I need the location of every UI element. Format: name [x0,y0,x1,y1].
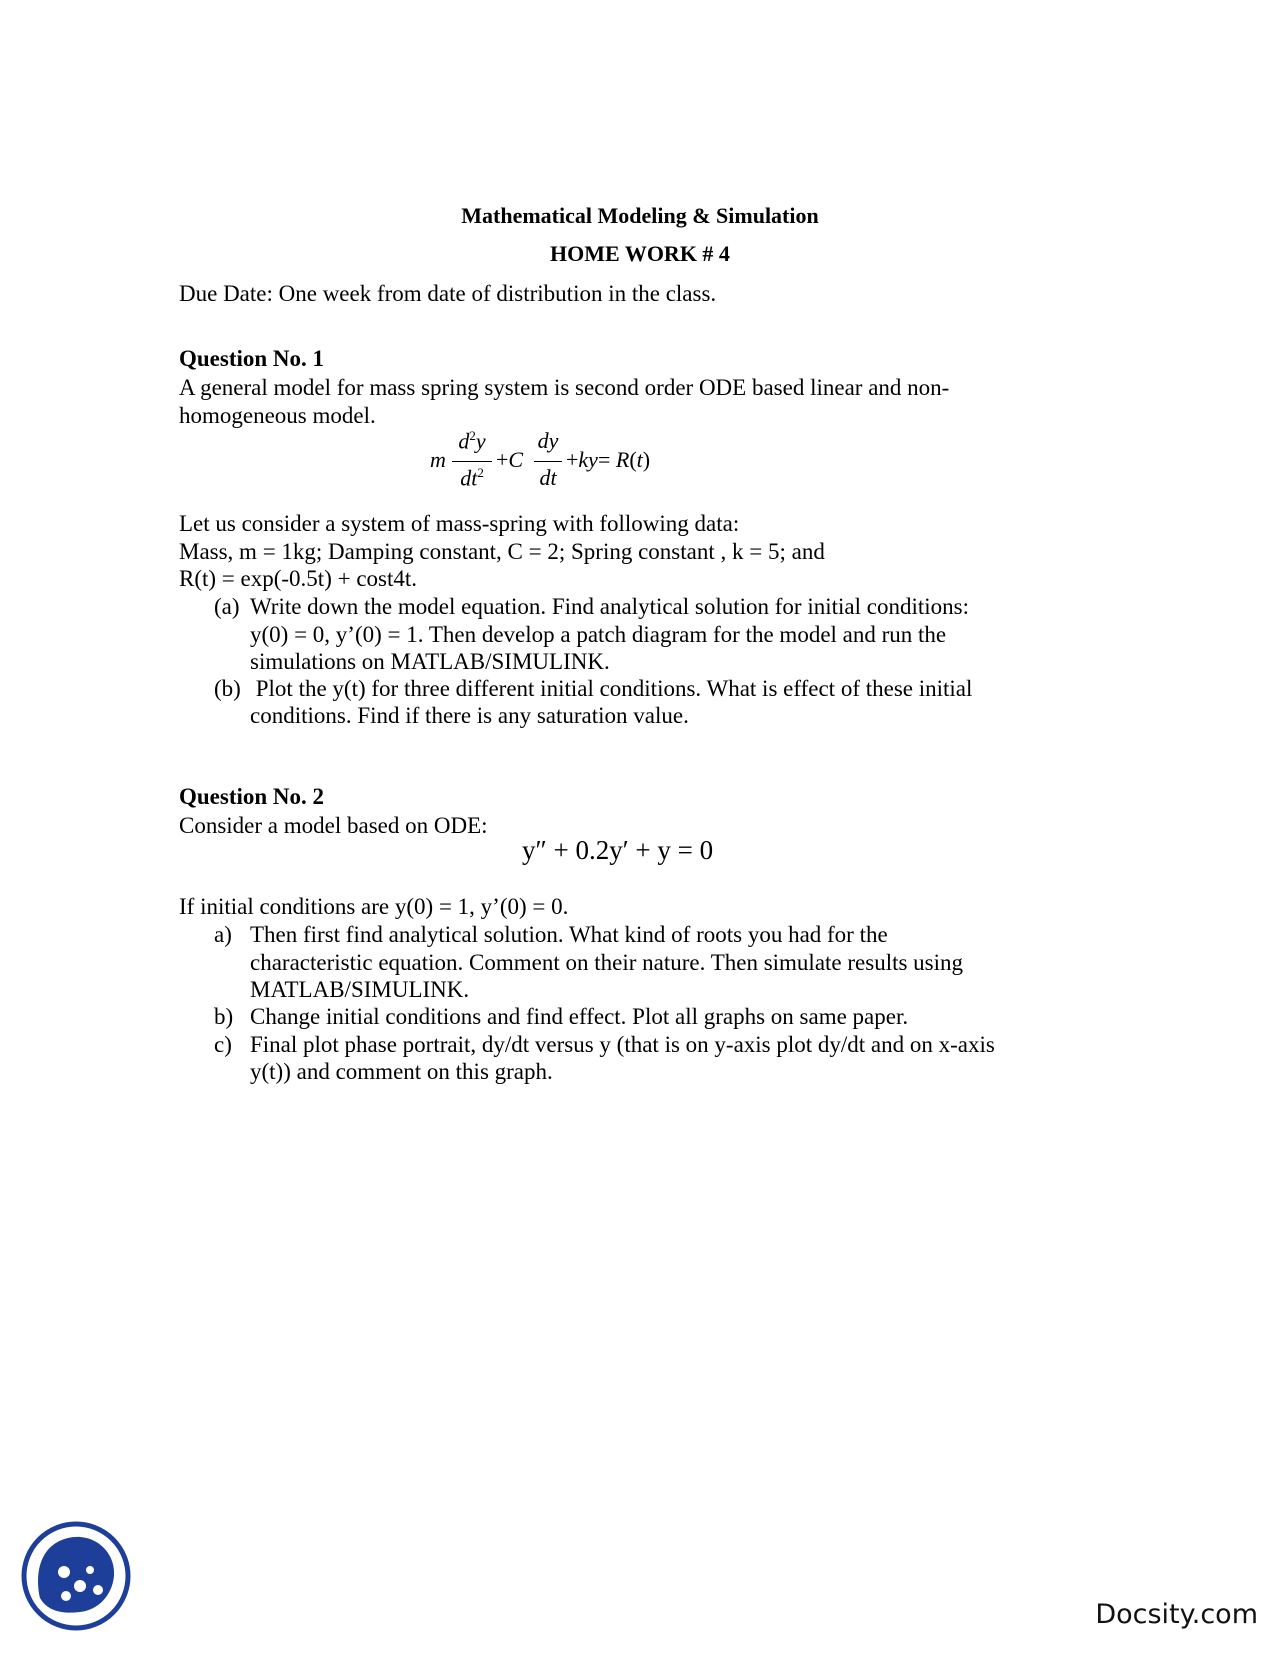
q1-item-a-line-1: Write down the model equation. Find analytical solution for initial conditions: [250,594,969,619]
q1-item-b-line-1: Plot the y(t) for three different initial conditions. What is effect of these initial [250,676,973,701]
homework-title: HOME WORK # 4 [550,241,730,266]
q1-item-a-line-2: y(0) = 0, y’(0) = 1. Then develop a patch diagram for the model and run the [250,622,947,647]
q2-heading: Question No. 2 [179,784,325,809]
q2-intro: Consider a model based on ODE: [179,813,488,838]
q1-heading: Question No. 1 [179,346,325,371]
docsity-logo-icon[interactable] [20,1520,132,1632]
q2-item-b-label: b) [214,1004,234,1029]
q2-item-c-line-2: y(t)) and comment on this graph. [250,1059,553,1084]
q1-item-b-label: (b) [214,676,241,701]
q2-item-a-line-1: Then first find analytical solution. What kind of roots you had for the [250,922,888,947]
q2-item-c-line-1: Final plot phase portrait, dy/dt versus y (that is on y-axis plot dy/dt and on x-axis [250,1032,995,1057]
q1-data-line-3: R(t) = exp(-0.5t) + cost4t. [179,566,418,591]
q2-item-a-line-2: characteristic equation. Comment on their nature. Then simulate results using [250,950,964,975]
q2-equation: y″ + 0.2y′ + y = 0 [522,835,714,865]
q1-intro-line-1: A general model for mass spring system is second order ODE based linear and non- [179,375,950,400]
due-date: Due Date: One week from date of distribution in the class. [179,281,717,306]
q2-item-c-label: c) [214,1032,232,1057]
course-title: Mathematical Modeling & Simulation [461,203,819,228]
q1-item-a-label: (a) [214,594,240,619]
q1-item-a-line-3: simulations on MATLAB/SIMULINK. [250,649,610,674]
q2-item-a-line-3: MATLAB/SIMULINK. [250,977,470,1002]
q2-conditions: If initial conditions are y(0) = 1, y’(0) = 0. [179,894,569,919]
q1-item-b-line-2: conditions. Find if there is any saturation value. [250,703,689,728]
docsity-brand-link[interactable]: Docsity.com [1095,1599,1258,1630]
q2-item-a-label: a) [214,922,232,947]
q1-equation: m $d^2y$ $dt^2$ +C dy dt +ky= R(t) [430,428,651,491]
q1-equation-text [430,428,431,429]
q1-intro-line-2: homogeneous model. [179,403,376,428]
q1-data-line-1: Let us consider a system of mass-spring with following data: [179,511,740,536]
q1-data-line-2: Mass, m = 1kg; Damping constant, C = 2; Spring constant , k = 5; and [179,539,825,564]
q2-item-b-line-1: Change initial conditions and find effect. Plot all graphs on same paper. [250,1004,909,1029]
